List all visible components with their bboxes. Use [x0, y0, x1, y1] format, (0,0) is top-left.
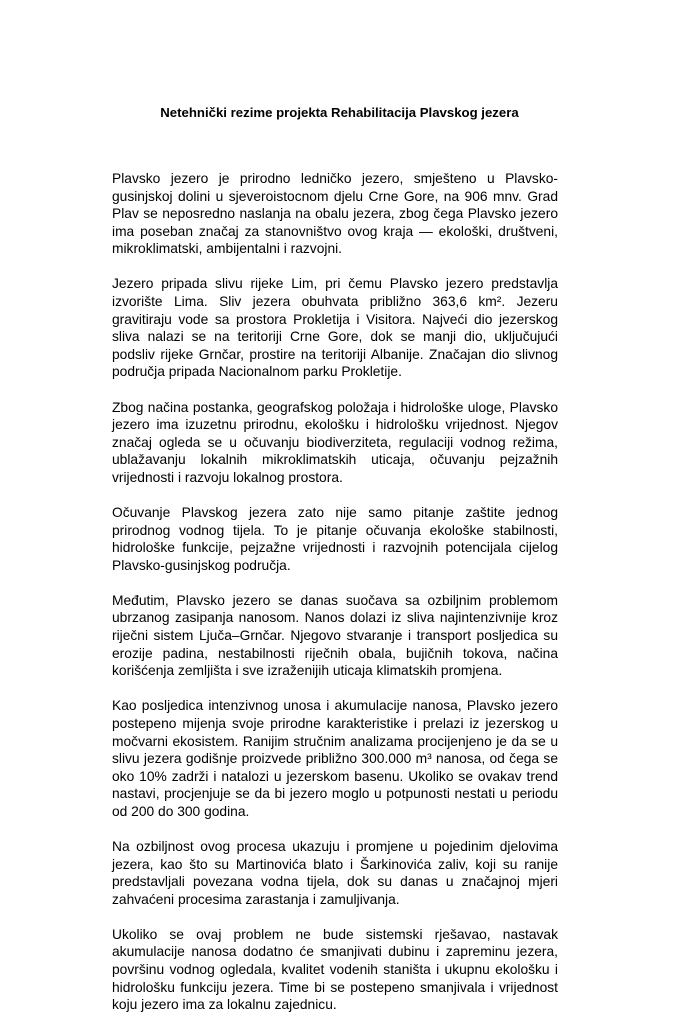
paragraph-1: Plavsko jezero je prirodno ledničko jezero, smješteno u Plavsko-gusinjskoj dolini u sjeveroistocnom djelu Crne Gore, na 906 mnv. Grad Plav se neposredno naslanja na obalu jezera, zbog čega Plavsko jezero ima poseban značaj za stanovništvo ovog kraja — ekološki, društveni, mikroklimatski, ambijentalni i razvojni. — [112, 171, 558, 257]
paragraph-8: Ukoliko se ovaj problem ne bude sistemski rješavao, nastavak akumulacije nanosa dodatno će smanjivati dubinu i zapreminu jezera, površinu vodnog ogledala, kvalitet vodenih staništa i ukupnu ekološku i hidrološku funkciju jezera. Time bi se postepeno smanjivala i vrijednost koju jezero ima za lokalnu zajednicu. — [112, 926, 558, 1013]
paragraph-6: Kao posljedica intenzivnog unosa i akumulacije nanosa, Plavsko jezero postepeno mijenja svoje prirodne karakteristike i prelazi iz jezerskog u močvarni ekosistem. Ranijim stručnim analizama procijenjeno je da se u slivu jezera godišnje proizvede približno 300.000 m³ nanosa, od čega se oko 10% zadrži i natalozi u jezerskom basenu. Ukoliko se ovakav trend nastavi, procjenjuje se da bi jezero moglo u potpunosti nestati u periodu od 200 do 300 godina. — [112, 698, 558, 819]
paragraph-4: Očuvanje Plavskog jezera zato nije samo pitanje zaštite jednog prirodnog vodnog tijela. To je pitanje očuvanja ekološke stabilnosti, hidrološke funkcije, pejzažne vrijednosti i razvojnih potencijala cijelog Plavsko-gusinjskog područja. — [112, 505, 558, 573]
paragraph-5: Međutim, Plavsko jezero se danas suočava sa ozbiljnim problemom ubrzanog zasipanja nanosom. Nanos dolazi iz sliva najintenzivnije kroz riječni sistem Ljuča–Grnčar. Njegovo stvaranje i transport posljedica su erozije padina, nestabilnosti riječnih obala, bujičnih tokova, načina korišćenja zemljišta i sve izraženijih uticaja klimatskih promjena. — [112, 592, 558, 679]
paragraph-2: Jezero pripada slivu rijeke Lim, pri čemu Plavsko jezero predstavlja izvorište Lima. Sliv jezera obuhvata približno 363,6 km². Jezeru gravitiraju vode sa prostora Prokletija i Visitora. Najveći dio jezerskog sliva nalazi se na teritoriji Crne Gore, dok se manji dio, uključujući podsliv rijeke Grnčar, prostire na teritoriji Albanije. Značajan dio slivnog područja pripada Nacionalnom parku Prokletije. — [112, 276, 558, 380]
paragraph-3: Zbog načina postanka, geografskog položaja i hidrološke uloge, Plavsko jezero ima izuzetnu prirodnu, ekološku i hidrološku vrijednost. Njegov značaj ogleda se u očuvanju biodiverziteta, regulaciji vodnog režima, ublažavanju lokalnih mikroklimatskih uticaja, očuvanju pejzažnih vrijednosti i razvoju lokalnog prostora. — [112, 399, 558, 485]
paragraph-7: Na ozbiljnost ovog procesa ukazuju i promjene u pojedinim djelovima jezera, kao što su Martinovića blato i Šarkinovića zaliv, koji su ranije predstavljali povezana vodna tijela, dok su danas u značajnoj mjeri zahvaćeni procesima zarastanja i zamuljivanja. — [112, 839, 558, 907]
document-title: Netehnički rezime projekta Rehabilitacija Plavskog jezera — [160, 105, 519, 120]
document-body — [112, 170, 558, 1031]
